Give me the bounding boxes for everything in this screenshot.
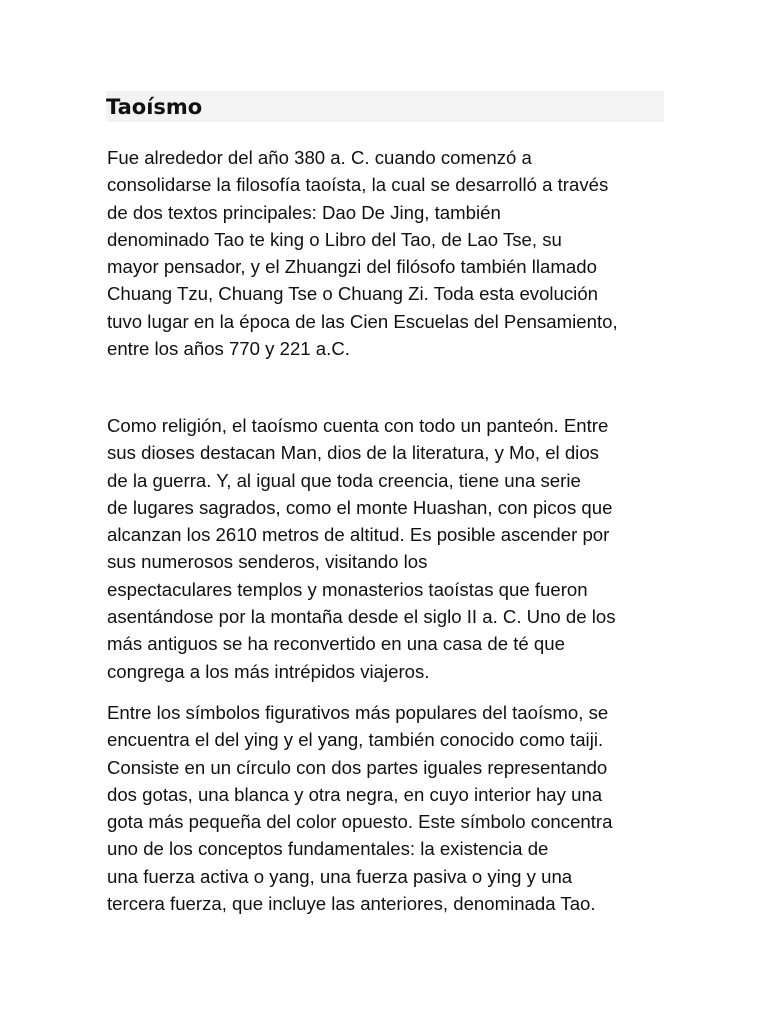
paragraph-religion [107,412,667,685]
text-line: tercera fuerza, que incluye las anteriores, denominada Tao. [107,893,596,915]
text-line: denominado Tao te king o Libro del Tao, de Lao Tse, su [107,228,562,250]
text-line: entre los años 770 y 221 a.C. [107,338,350,360]
text-line: Chuang Tzu, Chuang Tse o Chuang Zi. Toda esta evolución [107,283,598,305]
text-line: Fue alrededor del año 380 a. C. cuando comenzó a [107,147,532,168]
text-line: espectaculares templos y monasterios taoístas que fueron [107,578,588,600]
text-line: asentándose por la montaña desde el siglo II a. C. Uno de los [107,606,616,628]
text-line: congrega a los más intrépidos viajeros. [107,660,430,682]
text-line: Entre los símbolos figurativos más populares del taoísmo, se [107,702,609,723]
text-line: alcanzan los 2610 metros de altitud. Es posible ascender por [107,524,610,546]
text-line: más antiguos se ha reconvertido en una casa de té que [107,633,565,655]
text-line: una fuerza activa o yang, una fuerza pasiva o ying y una [107,865,573,887]
text-line: encuentra el del ying y el yang, también conocido como taiji. [107,729,604,751]
text-line: uno de los conceptos fundamentales: la existencia de [107,838,549,860]
paragraph-origins [107,144,667,362]
text-line: gota más pequeña del color opuesto. Este símbolo concentra [107,811,613,833]
text-line: Como religión, el taoísmo cuenta con todo un panteón. Entre [107,415,609,436]
text-line: Consiste en un círculo con dos partes iguales representando [107,756,608,778]
text-line: sus dioses destacan Man, dios de la literatura, y Mo, el dios [107,442,599,464]
text-line: de lugares sagrados, como el monte Huashan, con picos que [107,496,613,518]
document-title: Taoísmo [106,95,203,119]
text-line: mayor pensador, y el Zhuangzi del filósofo también llamado [107,256,597,278]
text-line: dos gotas, una blanca y otra negra, en cuyo interior hay una [107,783,603,805]
text-line: de dos textos principales: Dao De Jing, también [107,201,501,223]
text-line: de la guerra. Y, al igual que toda creencia, tiene una serie [107,469,581,491]
paragraph-symbols [107,699,667,917]
text-line: tuvo lugar en la época de las Cien Escuelas del Pensamiento, [107,310,618,332]
text-line: sus numerosos senderos, visitando los [107,551,428,573]
text-line: consolidarse la filosofía taoísta, la cual se desarrolló a través [107,174,609,196]
